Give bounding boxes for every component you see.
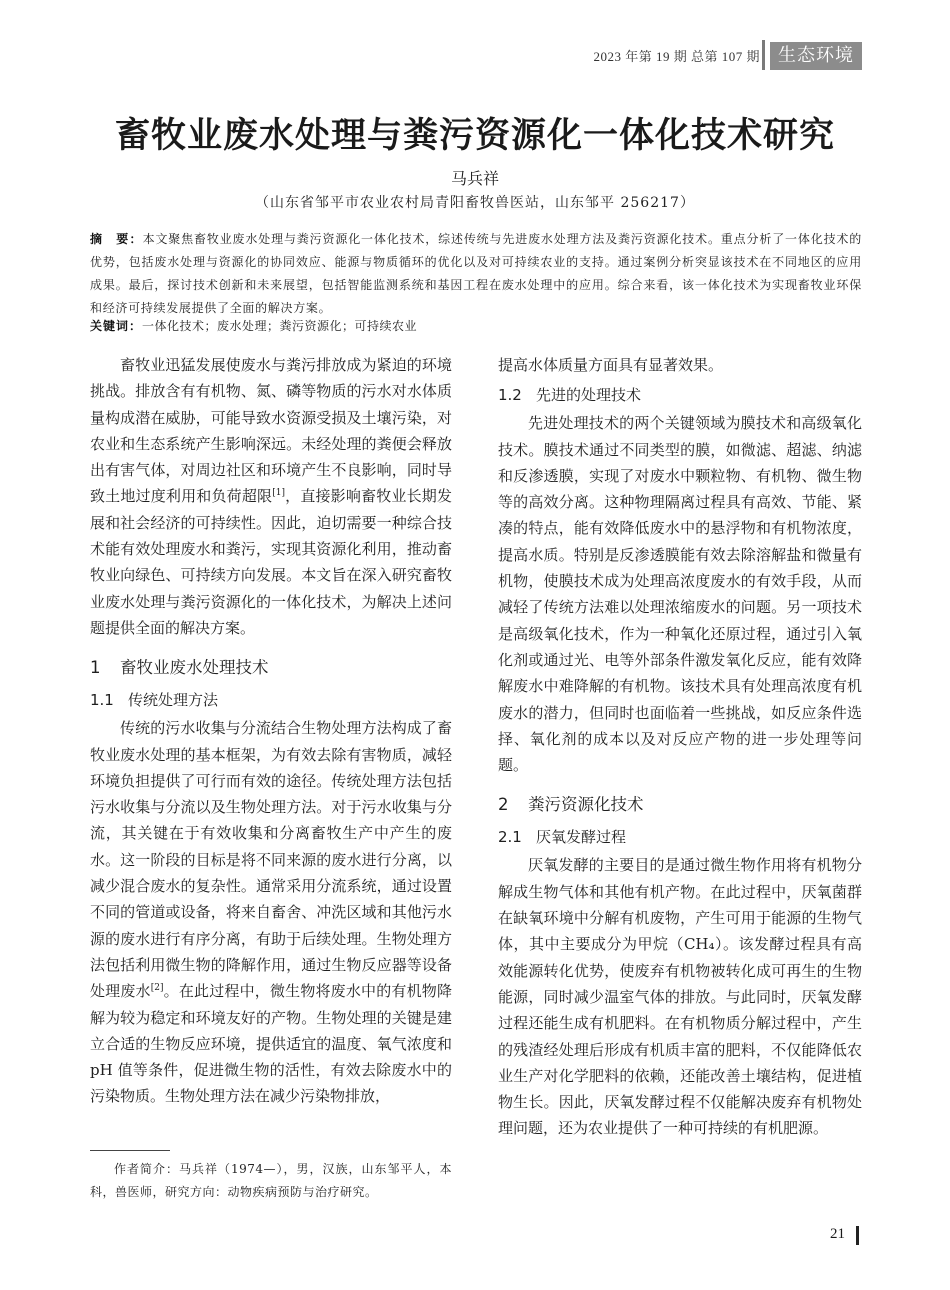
- section-1-1-text-a: 传统的污水收集与分流结合生物处理方法构成了畜牧业废水处理的基本框架，为有效去除有害物质，减轻环境负担提供了可行而有效的途径。传统处理方法包括污水收集与分流以及生物处理方法。对于污水收集与分流，其关键在于有效收集和分离畜牧生产中产生的废水。这一阶段的目标是将不同来源的废水进行分离，以减少混合废水的复杂性。通常采用分流系统，通过设置不同的管道或设备，将来自畜舍、冲洗区域和其他污水源的废水进行有序分离，有助于后续处理。生物处理方法包括利用微生物的降解作用，通过生物反应器等设备处理废水: [90, 719, 452, 1001]
- keywords-label: 关键词：: [90, 319, 143, 333]
- abstract-label: 摘 要：: [90, 232, 143, 246]
- intro-paragraph: [90, 352, 452, 641]
- abstract-text: 本文聚焦畜牧业废水处理与粪污资源化一体化技术，综述传统与先进废水处理方法及粪污资源化技术。重点分析了一体化技术的优势，包括废水处理与资源化的协同效应、能源与物质循环的优化以及对可持续农业的支持。通过案例分析突显该技术在不同地区的应用成果。最后，探讨技术创新和未来展望，包括智能监测系统和基因工程在废水处理中的应用。综合来看，该一体化技术为实现畜牧业环保和经济可持续发展提供了全面的解决方案。: [90, 232, 862, 315]
- section-1-1-text-b: 。在此过程中，微生物将废水中的有机物降解为较为稳定和环境友好的产物。生物处理的关键是建立合适的生物反应环境，提供适宜的温度、氧气浓度和 pH 值等条件，促进微生物的活性，有效去除废水中的污染物质。生物处理方法在减少污染物排放，: [90, 982, 452, 1106]
- abstract: [90, 228, 862, 320]
- section-2-number: 2: [498, 795, 509, 815]
- section-1-2-heading: [498, 382, 862, 408]
- left-column: [90, 352, 452, 1110]
- section-1-2-title: 先进的处理技术: [536, 386, 642, 405]
- author-affiliation: （山东省邹平市农业农村局青阳畜牧兽医站，山东邹平 256217）: [255, 195, 695, 211]
- citation-1: [1]: [272, 488, 285, 499]
- section-2-title: 粪污资源化技术: [528, 795, 644, 815]
- issue-info: 2023 年第 19 期 总第 107 期: [593, 49, 760, 64]
- section-1-1-paragraph: [90, 715, 452, 1109]
- page-number: 21: [830, 1226, 845, 1242]
- section-1-1-continued: 提高水体质量方面具有显著效果。: [498, 356, 724, 374]
- section-1-number: 1: [90, 658, 101, 678]
- section-1-1-heading: [90, 687, 452, 713]
- section-1-heading: [90, 655, 452, 681]
- section-2-1-title: 厌氧发酵过程: [536, 828, 627, 847]
- header-divider: [762, 40, 765, 70]
- footnote-rule: [90, 1150, 170, 1151]
- author-name: 马兵祥: [450, 169, 499, 188]
- section-1-title: 畜牧业废水处理技术: [120, 658, 269, 678]
- citation-2: [2]: [150, 983, 164, 994]
- section-1-2-number: 1.2: [498, 386, 522, 405]
- section-2-1-number: 2.1: [498, 828, 522, 847]
- keywords: [90, 316, 862, 336]
- intro-text-b: ，直接影响畜牧业长期发展和社会经济的可持续性。因此，迫切需要一种综合技术能有效处理废水和粪污，实现其资源化利用，推动畜牧业向绿色、可持续方向发展。本文旨在深入研究畜牧业废水处理与粪污资源化的一体化技术，为解决上述问题提供全面的解决方案。: [90, 487, 452, 637]
- section-2-1-paragraph: 厌氧发酵的主要目的是通过微生物作用将有机物分解成生物气体和其他有机产物。在此过程中，厌氧菌群在缺氧环境中分解有机废物，产生可用于能源的生物气体，其中主要成分为甲烷（CH₄）。该发酵过程具有高效能源转化优势，使废弃有机物被转化成可再生的生物能源，同时减少温室气体的排放。与此同时，厌氧发酵过程还能生成有机肥料。在有机物质分解过程中，产生的残渣经处理后形成有机质丰富的肥料，不仅能降低农业生产对化学肥料的依赖，还能改善土壤结构，促进植物生长。因此，厌氧发酵过程不仅能解决废弃有机物处理问题，还为农业提供了一种可持续的有机肥源。: [498, 856, 862, 1138]
- section-tag: 生态环境: [770, 42, 862, 70]
- section-2-heading: [498, 792, 862, 818]
- intro-text-a: 畜牧业迅猛发展使废水与粪污排放成为紧迫的环境挑战。排放含有有机物、氮、磷等物质的污水对水体质量构成潜在威胁，可能导致水资源受损及土壤污染，对农业和生态系统产生影响深远。未经处理的粪便会释放出有害气体，对周边社区和环境产生不良影响，同时导致土地过度利用和负荷超限: [90, 356, 452, 506]
- article-title: 畜牧业废水处理与粪污资源化一体化技术研究: [114, 116, 835, 156]
- page-number-bar: [856, 1226, 859, 1245]
- section-2-1-heading: [498, 824, 862, 850]
- section-1-2-paragraph: 先进处理技术的两个关键领域为膜技术和高级氧化技术。膜技术通过不同类型的膜，如微滤、超滤、纳滤和反渗透膜，实现了对废水中颗粒物、有机物、微生物等的高效分离。这种物理隔离过程具有高效、节能、紧凑的特点，能有效降低废水中的悬浮物和有机物浓度，提高水质。特别是反渗透膜能有效去除溶解盐和微量有机物，使膜技术成为处理高浓度废水的有效手段，从而减轻了传统方法难以处理浓缩废水的问题。另一项技术是高级氧化技术，作为一种氧化还原过程，通过引入氧化剂或通过光、电等外部条件激发氧化反应，能有效降解废水中难降解的有机物。该技术具有处理高浓度有机废水的潜力，但同时也面临着一些挑战，如反应条件选择、氧化剂的成本以及对反应产物的进一步处理等问题。: [498, 414, 862, 775]
- section-1-1-title: 传统处理方法: [128, 691, 219, 710]
- keywords-text: 一体化技术；废水处理；粪污资源化；可持续农业: [142, 319, 418, 333]
- right-column: [498, 352, 862, 1142]
- section-1-1-number: 1.1: [90, 691, 114, 710]
- author-footnote: 作者简介：马兵祥（1974—），男，汉族，山东邹平人，本科，兽医师，研究方向：动物疾病预防与治疗研究。: [90, 1162, 452, 1199]
